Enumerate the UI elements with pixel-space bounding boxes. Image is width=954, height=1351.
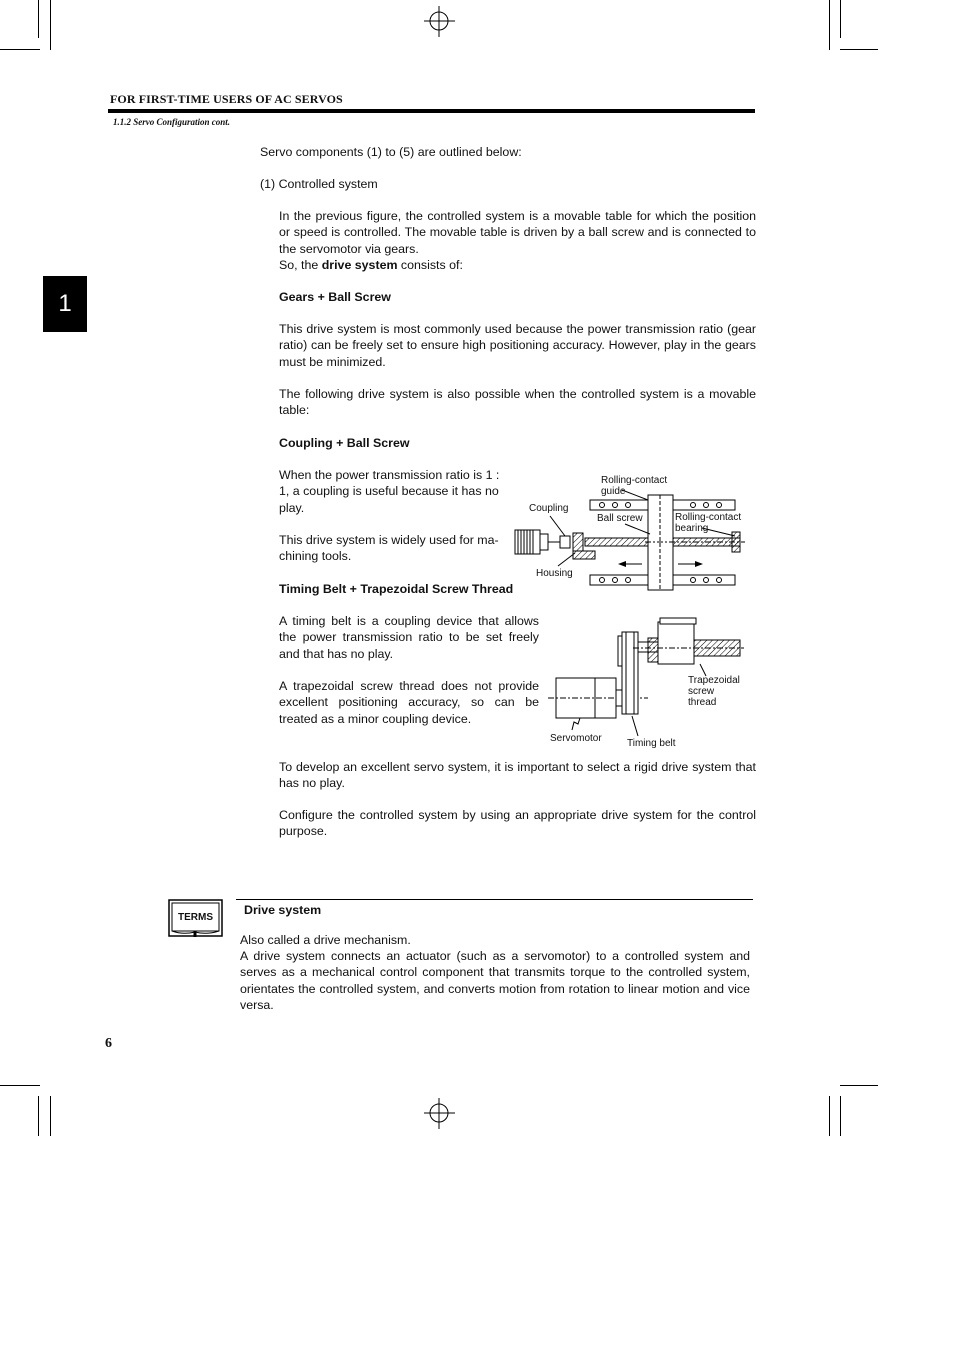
- text-suffix: consists of:: [397, 258, 463, 272]
- label-rolling-contact-guide: [601, 475, 667, 497]
- heading-coupling-ball-screw: Coupling + Ball Screw: [279, 436, 410, 450]
- terms-heading: Drive system: [244, 903, 322, 917]
- paragraph-trapezoidal: A trapezoidal screw thread does not provide excellent positioning accuracy, so can be treated as a minor coupling device.: [279, 679, 539, 726]
- heading-gears-ball-screw: Gears + Ball Screw: [279, 290, 391, 304]
- paragraph-timing-belt: A timing belt is a coupling device that allows the power transmission ratio to be set freely and that has no play.: [279, 614, 539, 661]
- paragraph-drive-system-intro: [279, 257, 756, 273]
- terms-rule: [236, 899, 753, 900]
- label-timing-belt: Timing belt: [627, 738, 676, 749]
- label-trapezoidal-screw-thread: [688, 675, 740, 708]
- label-housing: Housing: [536, 568, 573, 579]
- terms-icon-label: TERMS: [178, 912, 213, 923]
- terms-book-icon: [168, 899, 224, 939]
- label-line: bearing: [675, 523, 709, 534]
- paragraph-configure: Configure the controlled system by using an appropriate drive system for the control purpose.: [279, 808, 756, 839]
- paragraph-coupling: When the power transmission ratio is 1 : 1, a coupling is useful because it has no play.: [279, 468, 500, 515]
- header-rule: [108, 109, 755, 113]
- terms-line1: Also called a drive mechanism.: [240, 933, 411, 947]
- label-line: Rolling-contact: [675, 512, 742, 523]
- page-number: 6: [105, 1036, 112, 1051]
- text-prefix: So, the: [279, 258, 322, 272]
- label-rolling-contact-bearing: [675, 512, 741, 534]
- term-drive-system: drive system: [321, 258, 398, 272]
- heading-timing-belt: Timing Belt + Trapezoidal Screw Thread: [279, 582, 514, 596]
- paragraph-controlled-system: In the previous figure, the controlled system is a movable table for which the position or speed is controlled. The movable table is driven by a ball screw and is connected to the servomotor via gears.: [279, 209, 756, 256]
- label-ball-screw: Ball screw: [597, 513, 643, 524]
- label-line: Trapezoidal: [688, 675, 740, 686]
- label-line: thread: [688, 697, 717, 708]
- registration-mark-top: [424, 6, 456, 38]
- label-servomotor: Servomotor: [550, 733, 602, 744]
- paragraph-rigid: To develop an excellent servo system, it is important to select a rigid drive system that has no play.: [279, 760, 756, 791]
- running-header: FOR FIRST-TIME USERS OF AC SERVOS: [110, 92, 343, 106]
- paragraph-gears: This drive system is most commonly used because the power transmission ratio (gear ratio) can be freely set to ensure high positioning accuracy. However, play in the gears must be minimized.: [279, 322, 756, 369]
- registration-mark-bottom: [424, 1098, 456, 1130]
- label-line: guide: [601, 486, 626, 497]
- label-line: screw: [688, 686, 715, 697]
- item1-heading: (1) Controlled system: [260, 177, 378, 191]
- terms-definition: A drive system connects an actuator (such as a servomotor) to a controlled system and serves as a mechanical control component that transmits torque to the controlled system, orientates the controlled system, and converts motion from rotation to linear motion and vice versa.: [240, 949, 750, 1012]
- label-coupling: Coupling: [529, 503, 569, 514]
- chapter-tab: 1: [43, 276, 87, 332]
- label-line: Rolling-contact: [601, 475, 668, 486]
- section-subheader: 1.1.2 Servo Configuration cont.: [113, 117, 231, 127]
- paragraph-machining: This drive system is widely used for ma-chining tools.: [279, 533, 499, 564]
- intro-text: Servo components (1) to (5) are outlined below:: [260, 145, 522, 159]
- paragraph-alternative: The following drive system is also possible when the controlled system is a movable table:: [279, 387, 756, 418]
